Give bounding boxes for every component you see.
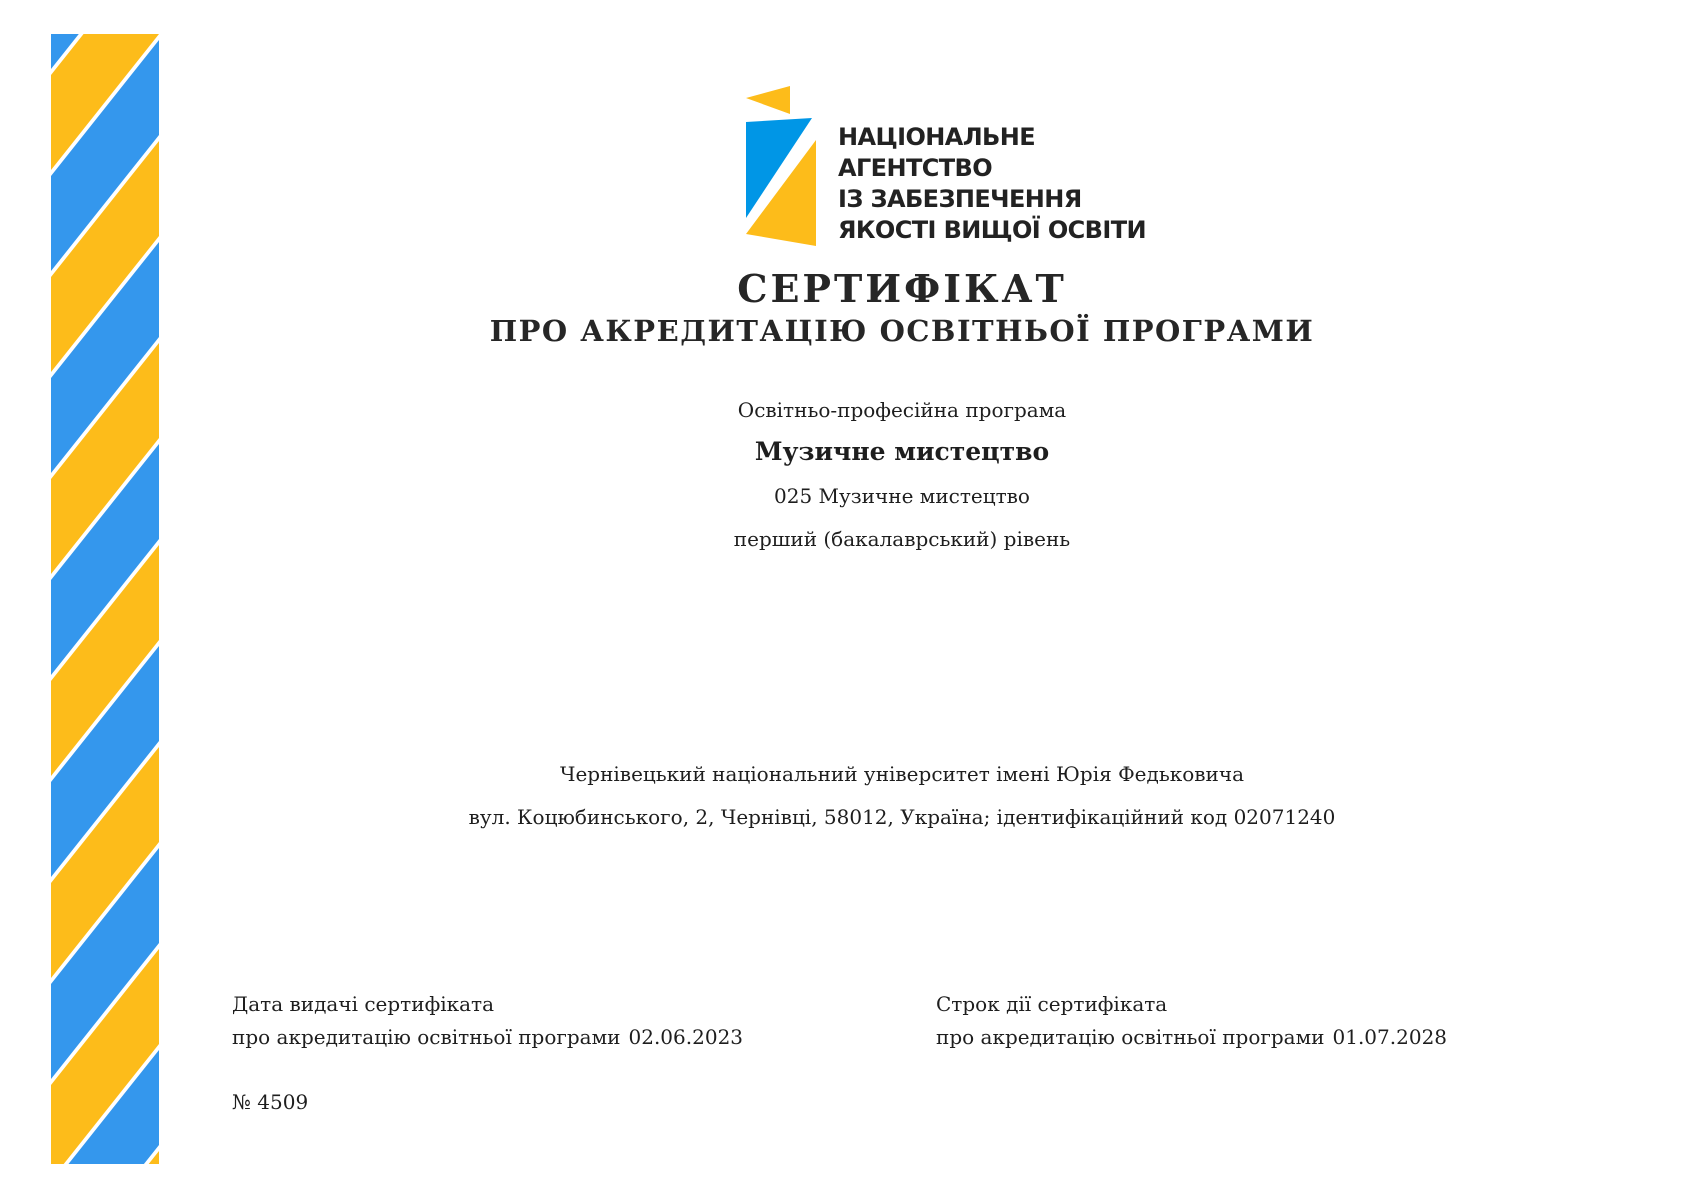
program-level: перший (бакалаврський) рівень	[733, 527, 1071, 551]
logo-flag-yellow	[746, 86, 790, 114]
certificate-number	[232, 1090, 308, 1114]
issue-label-line2	[232, 1021, 743, 1054]
program-specialty: 025 Музичне мистецтво	[774, 484, 1030, 508]
validity-label-line2	[936, 1021, 1447, 1054]
number-value: 4509	[257, 1090, 309, 1114]
agency-name-line-2: АГЕНТСТВО	[838, 154, 992, 182]
validity-date: 01.07.2028	[1332, 1025, 1448, 1049]
institution-name: Чернівецький національний університет імені Юрія Федьковича	[559, 762, 1244, 786]
program-name: Музичне мистецтво	[754, 437, 1050, 466]
agency-name-line-3: ІЗ ЗАБЕЗПЕЧЕННЯ	[838, 185, 1082, 213]
agency-name-line-4: ЯКОСТІ ВИЩОЇ ОСВІТИ	[838, 216, 1146, 244]
decorative-stripe-bar	[51, 34, 159, 1164]
number-sign: №	[232, 1090, 251, 1114]
issue-label-line1: Дата видачі сертифіката	[232, 992, 495, 1016]
issue-date: 02.06.2023	[628, 1025, 744, 1049]
issue-label-line2-text: про акредитацію освітньої програми	[232, 1025, 621, 1049]
validity-label-line1: Строк дії сертифіката	[936, 992, 1168, 1016]
certificate-title: СЕРТИФІКАТ	[737, 266, 1067, 311]
issue-date-block	[232, 988, 743, 1054]
validity-label-line2-text: про акредитацію освітньої програми	[936, 1025, 1325, 1049]
validity-date-block	[936, 988, 1447, 1054]
program-type: Освітньо-професійна програма	[737, 398, 1067, 422]
certificate-subtitle: ПРО АКРЕДИТАЦІЮ ОСВІТНЬОЇ ПРОГРАМИ	[489, 314, 1315, 348]
agency-name-line-1: НАЦІОНАЛЬНЕ	[838, 123, 1036, 151]
institution-address: вул. Коцюбинського, 2, Чернівці, 58012, Україна; ідентифікаційний код 02071240	[468, 805, 1336, 829]
